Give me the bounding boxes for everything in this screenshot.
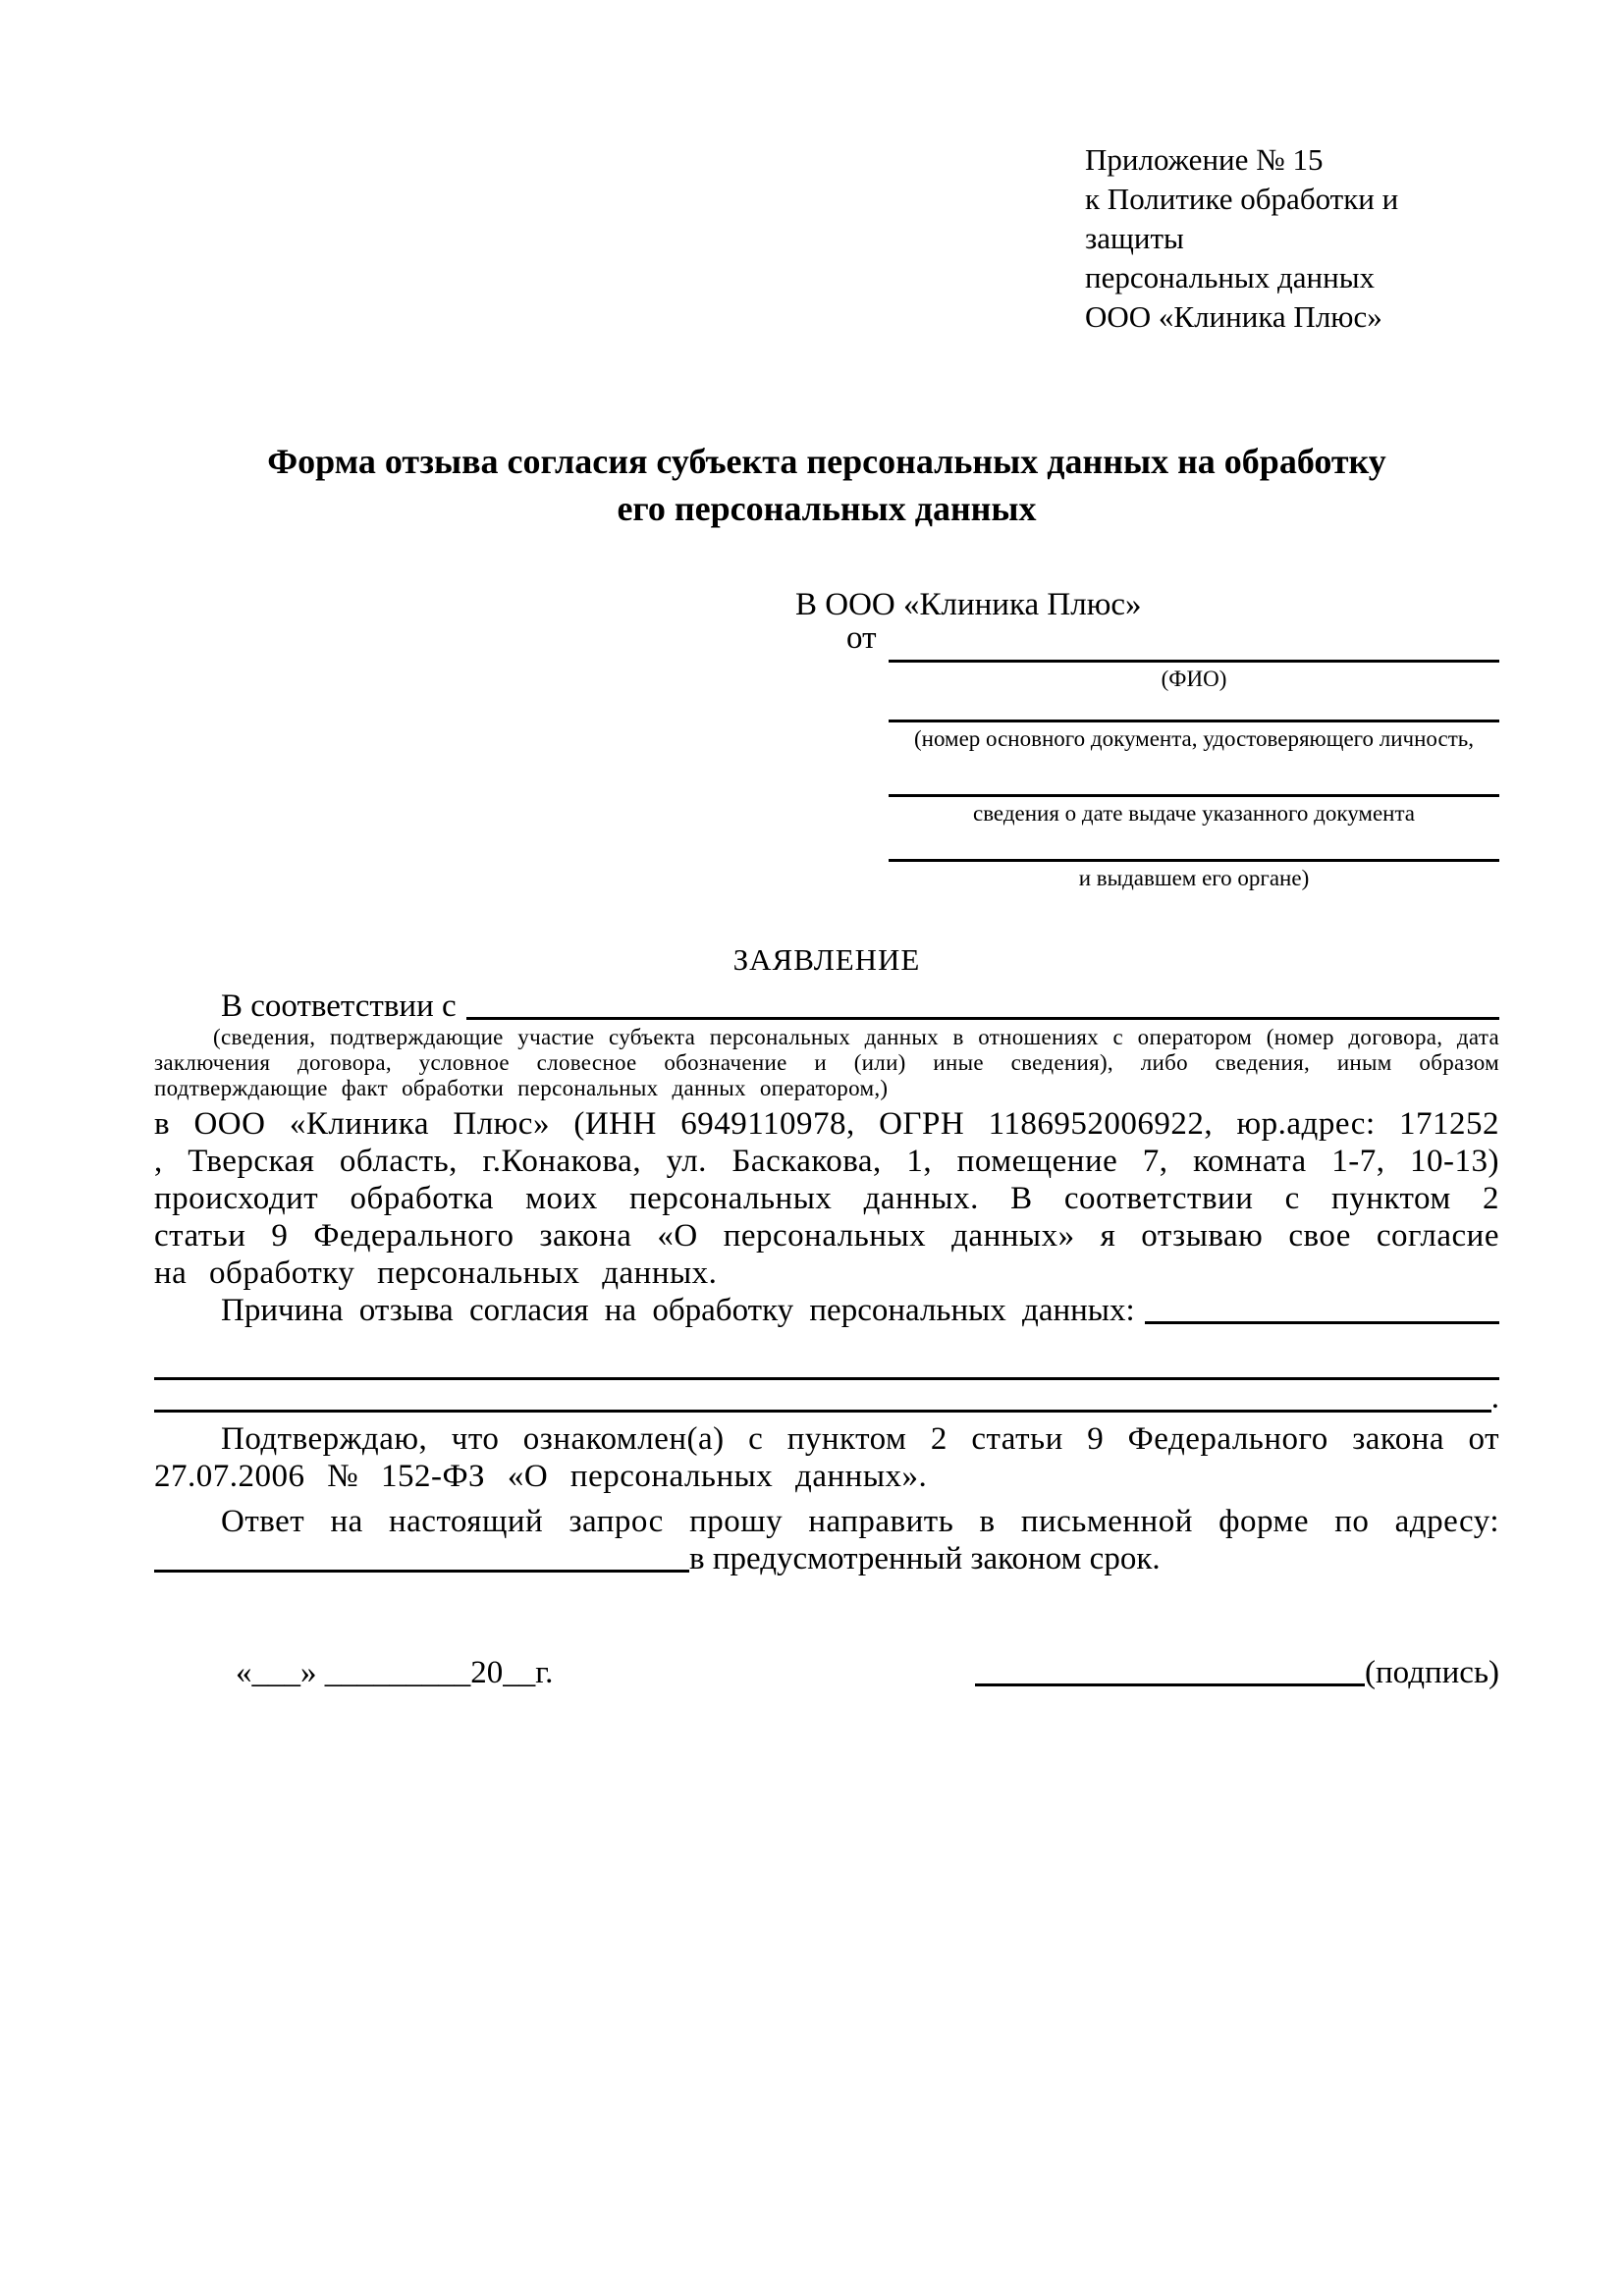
reason-period: . xyxy=(1490,1380,1499,1415)
reason-row xyxy=(154,1292,1499,1329)
signature-area xyxy=(975,1654,1499,1691)
appendix-header xyxy=(1085,140,1499,337)
document-title xyxy=(154,438,1499,532)
reason-label: Причина отзыва согласия на обработку персональных данных: xyxy=(221,1293,1135,1328)
addressee-fields xyxy=(889,660,1499,891)
issue-date-field xyxy=(889,794,1499,827)
fine-print-note: (сведения, подтверждающие участие субъекта персональных данных в отношениях с оператором (номер договора, дата заключения договора, условное словесное обозначение и (или) иные сведения), либо сведения, иным образом подтверждающие факт обработки персональных данных оператором,) xyxy=(154,1025,1499,1100)
reply-address-row xyxy=(154,1540,1499,1577)
statement-body: в ООО «Клиника Плюс» (ИНН 6949110978, ОГРН 1186952006922, юр.адрес: 171252 , Тверская область, г.Конакова, ул. Баскакова, 1, помещение 7, комната 1-7, 10-13) происходит обработка моих персональных данных. В соответствии с пунктом 2 статьи 9 Федерального закона «О персональных данных» я отзываю свое согласие на обработку персональных данных. xyxy=(154,1106,1499,1291)
fio-field xyxy=(889,660,1499,692)
document-number-field xyxy=(889,720,1499,752)
issuing-authority-field xyxy=(889,859,1499,891)
document-title-line: Форма отзыва согласия субъекта персональных данных на обработку xyxy=(267,442,1386,481)
issue-date-caption: сведения о дате выдаче указанного документа xyxy=(972,801,1416,826)
signature-caption: (подпись) xyxy=(1365,1655,1499,1690)
confirmation-paragraph: Подтверждаю, что ознакомлен(а) с пунктом 2 статьи 9 Федерального закона от 27.07.2006 № 152-ФЗ «О персональных данных». xyxy=(154,1421,1499,1494)
date-line: «___» _________20__г. xyxy=(236,1655,554,1690)
reply-request-line: Ответ на настоящий запрос прошу направить в письменной форме по адресу: xyxy=(221,1504,1499,1539)
intro-label: В соответствии с xyxy=(221,988,457,1024)
addressee-from-label: от xyxy=(846,620,877,656)
intro-blank-line xyxy=(466,988,1499,1020)
issuing-authority-blank-line xyxy=(889,859,1499,862)
reply-suffix: в предусмотренный законом срок. xyxy=(689,1541,1161,1576)
footer-row xyxy=(154,1654,1499,1691)
appendix-line: ООО «Клиника Плюс» xyxy=(1085,299,1382,334)
appendix-line: персональных данных xyxy=(1085,260,1376,294)
reason-blank-line-3 xyxy=(154,1380,1491,1413)
document-title-line: его персональных данных xyxy=(617,489,1037,528)
fio-caption: (ФИО) xyxy=(1161,667,1227,691)
document-number-caption: (номер основного документа, удостоверяющего личность, xyxy=(913,726,1474,751)
reply-address-blank-line xyxy=(154,1540,689,1573)
statement-heading: ЗАЯВЛЕНИЕ xyxy=(732,942,921,977)
appendix-line: к Политике обработки и защиты xyxy=(1085,182,1399,255)
intro-row xyxy=(154,988,1499,1025)
reason-blank-line-3-row xyxy=(154,1380,1499,1413)
appendix-line: Приложение № 15 xyxy=(1085,142,1324,177)
document-number-blank-line xyxy=(889,720,1499,722)
addressee-organization: В ООО «Клиника Плюс» xyxy=(795,587,1142,622)
issuing-authority-caption: и выдавшем его органе) xyxy=(1078,866,1310,890)
issue-date-blank-line xyxy=(889,794,1499,797)
reason-blank-line xyxy=(1145,1292,1499,1324)
addressee-block xyxy=(795,588,1499,891)
fio-blank-line xyxy=(889,660,1499,663)
signature-blank-line xyxy=(975,1683,1365,1686)
